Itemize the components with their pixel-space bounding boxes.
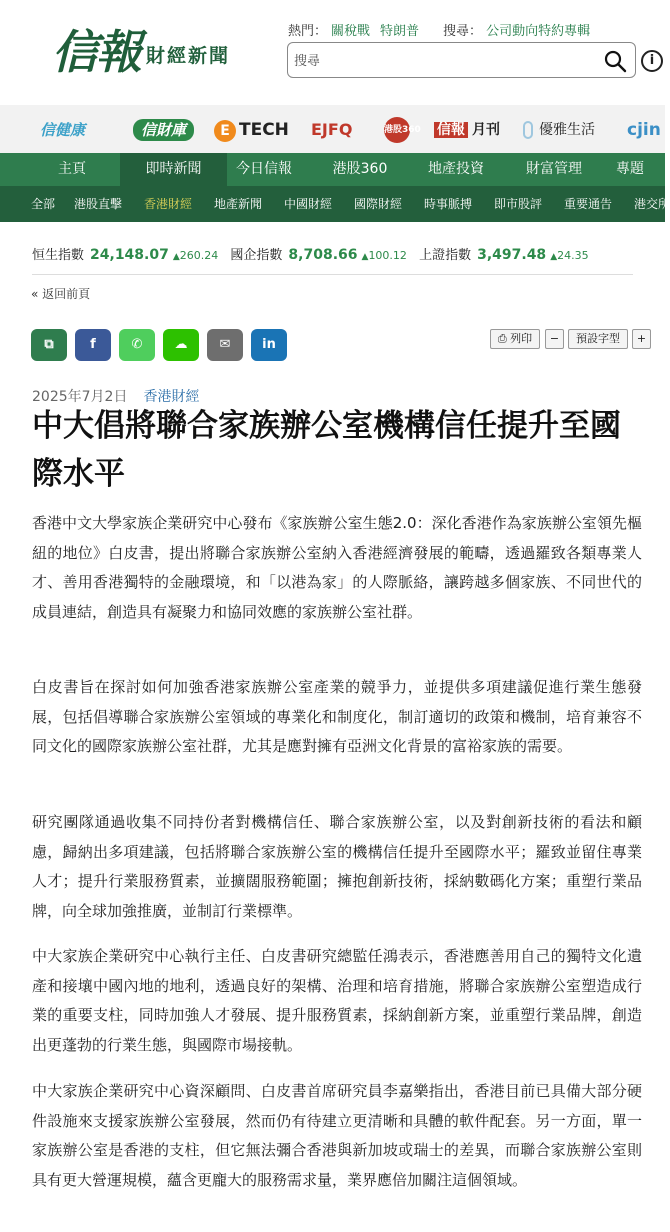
article-date: 2025年7月2日	[32, 389, 128, 405]
index-name: 國企指數	[230, 248, 283, 263]
brand-etech-link[interactable]	[214, 117, 289, 143]
sub-nav-china-finance[interactable]: 中國財經	[284, 197, 333, 211]
index-value: 3,497.48	[477, 247, 547, 263]
sub-nav	[0, 186, 670, 222]
logo-main-text: 信報	[52, 25, 140, 79]
sub-nav-current-affairs[interactable]: 時事脈搏	[424, 197, 473, 211]
linkedin-icon: in	[262, 337, 276, 352]
brand-health-link[interactable]: 信健康	[40, 121, 86, 139]
wechat-share-button[interactable]	[163, 329, 199, 361]
hot-keyword[interactable]: 關稅戰	[331, 24, 371, 39]
index-value: 8,708.66	[288, 247, 358, 263]
facebook-share-button[interactable]	[75, 329, 111, 361]
search-icon[interactable]	[603, 49, 627, 73]
site-logo[interactable]	[52, 18, 230, 78]
copy-icon: ⧉	[44, 337, 54, 352]
main-nav-property[interactable]: 地產投資	[428, 161, 484, 177]
article-paragraph: 研究團隊通過收集不同持份者對機構信任、聯合家族辦公室，以及對創新技術的看法和顧慮，歸納出多項建議，包括將聯合家族辦公室的機構信任提升至國際水平；羅致並留住專業人才；提升行業服務質素，並擴闊服務範圍；擁抱創新技術，採納數碼化方案；重塑行業品牌，向全球加強推廣，並制訂行業標準。	[32, 813, 642, 920]
brand-ejfq-link[interactable]: EJFQ	[311, 120, 353, 139]
brand-lifestyle-link[interactable]	[523, 117, 595, 143]
article-paragraph: 白皮書旨在探討如何加強香港家族辦公室產業的競爭力，並提供多項建議促進行業生態發展，包括倡導聯合家族辦公室領域的專業化和制度化，制訂適切的政策和機制，培育兼容不同文化的國際家族辦公室社群，尤其是應對擁有亞洲文化背景的富裕家族的需要。	[32, 678, 642, 755]
lifestyle-logo-icon	[523, 121, 533, 139]
brand-monthly-link[interactable]	[434, 117, 500, 143]
sub-nav-intl-finance[interactable]: 國際財經	[354, 197, 403, 211]
brand-bar	[0, 105, 665, 153]
font-decrease-button[interactable]: −	[545, 329, 564, 349]
print-label: 列印	[510, 332, 533, 345]
up-arrow-icon: ▲	[361, 252, 369, 262]
lifestyle-label: 優雅生活	[539, 122, 595, 138]
main-nav-wealth[interactable]: 財富管理	[526, 161, 582, 177]
sub-nav-stock-comments[interactable]: 即市股評	[494, 197, 543, 211]
market-index-bar	[32, 244, 597, 263]
copy-link-button[interactable]	[31, 329, 67, 361]
search-box[interactable]	[287, 42, 636, 78]
etech-logo-icon: E	[214, 120, 236, 142]
sub-nav-all[interactable]: 全部	[31, 197, 56, 211]
wechat-icon: ☁	[174, 337, 188, 352]
index-change: 24.35	[557, 249, 589, 262]
up-arrow-icon: ▲	[550, 252, 558, 262]
divider	[32, 274, 633, 275]
article-paragraph: 香港中文大學家族企業研究中心發布《家族辦公室生態2.0：深化香港作為家族辦公室領先樞紐的地位》白皮書，提出將聯合家族辦公室納入香港經濟發展的範疇，透過羅致各類專業人才、善用香港獨特的金融環境，和「以港為家」的人際脈絡，讓跨越多個家族、不同世代的成員連結，創造具有凝聚力和協同效應的家族辦公室社群。	[32, 514, 642, 621]
article-title: 中大倡將聯合家族辦公室機構信任提升至國際水平	[32, 408, 621, 492]
index-change: 100.12	[368, 249, 407, 262]
search-input[interactable]	[294, 51, 594, 71]
main-nav-home[interactable]: 主頁	[58, 161, 86, 177]
info-icon[interactable]: i	[641, 50, 663, 72]
hot-keyword[interactable]: 特朗普	[380, 24, 420, 39]
sub-nav-property-news[interactable]: 地產新聞	[214, 197, 263, 211]
main-nav-features[interactable]: 專題	[616, 161, 644, 177]
index-value: 24,148.07	[90, 247, 169, 263]
linkedin-share-button[interactable]	[251, 329, 287, 361]
main-nav	[0, 153, 665, 186]
print-button[interactable]	[490, 329, 540, 349]
whatsapp-icon: ✆	[131, 337, 143, 352]
monthly-logo-mark: 信報	[434, 122, 468, 138]
index-name: 上證指數	[419, 248, 472, 263]
email-icon: ✉	[219, 337, 231, 352]
search-keyword[interactable]: 公司動向特約專輯	[486, 24, 591, 39]
back-link[interactable]: « 返回前頁	[31, 287, 91, 301]
email-share-button[interactable]	[207, 329, 243, 361]
site-header	[0, 0, 665, 105]
brand-wealth-link[interactable]: 信財庫	[133, 119, 194, 141]
sub-nav-hkex[interactable]: 港交所	[634, 197, 670, 211]
article-category[interactable]: 香港財經	[143, 389, 200, 405]
main-nav-instant-news[interactable]: 即時新聞	[120, 153, 227, 186]
sub-nav-hk-stocks[interactable]: 港股直擊	[74, 197, 123, 211]
font-default-button[interactable]: 預設字型	[568, 329, 628, 349]
sub-nav-announcements[interactable]: 重要通告	[564, 197, 613, 211]
hot-label: 熱門：	[288, 24, 328, 39]
main-nav-hk360[interactable]: 港股360	[332, 161, 388, 177]
font-increase-button[interactable]: +	[632, 329, 651, 349]
brand-hk360-link[interactable]: 港股360	[384, 117, 410, 143]
index-change: 260.24	[179, 249, 219, 262]
main-nav-today[interactable]: 今日信報	[236, 161, 292, 177]
index-name: 恒生指數	[32, 248, 85, 263]
whatsapp-share-button[interactable]	[119, 329, 155, 361]
sub-nav-hk-finance[interactable]: 香港財經	[144, 197, 193, 211]
up-arrow-icon: ▲	[172, 252, 180, 262]
article-paragraph: 中大家族企業研究中心資深顧問、白皮書首席研究員李嘉樂指出，香港目前已具備大部分硬件設施來支援家族辦公室發展，然而仍有待建立更清晰和具體的軟件配套。另一方面，單一家族辦公室是香港的支柱，但它無法彌合香港與新加坡或瑞士的差異，而聯合家族辦公室則具有更大營運規模，蘊含更龐大的服務需求量，業界應倍加關注這個領域。	[32, 1082, 642, 1189]
facebook-icon: f	[90, 337, 96, 352]
print-icon: ⎙	[497, 332, 507, 345]
brand-cjin-link[interactable]: cjin	[627, 120, 661, 140]
monthly-label: 月刊	[472, 122, 500, 138]
hot-topics	[288, 20, 600, 39]
logo-sub-text: 財經新聞	[146, 45, 231, 67]
etech-label: TECH	[239, 120, 289, 140]
search-keywords-label: 搜尋：	[443, 24, 483, 39]
article-paragraph: 中大家族企業研究中心執行主任、白皮書研究總監任鴻表示，香港應善用自己的獨特文化遺產和接壤中國內地的地利，透過良好的架構、治理和培育措施，將聯合家族辦公室塑造成行業的重要支柱，同時加強人才發展、提升服務質素，採納創新方案，並重塑行業品牌，創造出更蓬勃的行業生態，與國際市場接軌。	[32, 947, 642, 1054]
